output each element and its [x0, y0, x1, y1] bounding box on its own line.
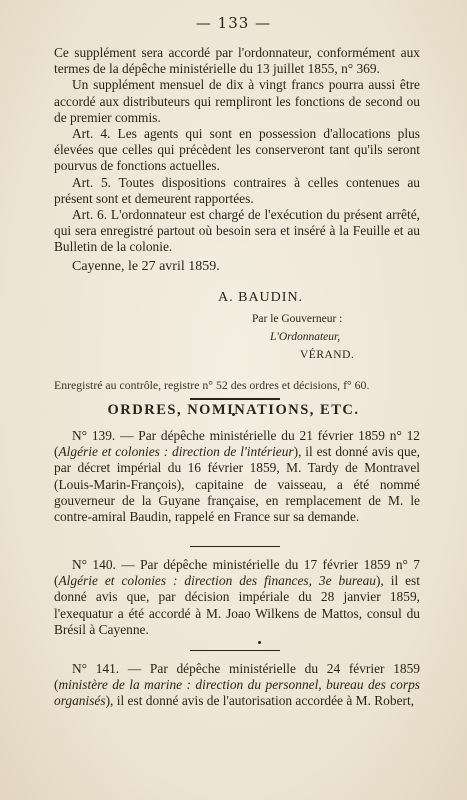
entry-text: ), il est donné avis de l'autorisation accordée à M. Robert, — [105, 693, 415, 709]
divider-rule — [190, 546, 280, 547]
entry-text: — Par dépêche ministérielle du 24 février 1859 ( — [54, 661, 420, 693]
article-4: Art. 4. Les agents qui sont en possession d'allocations plus élevées que celles qui précèdent les conserveront tant qu'ils seront pourvus de fonctions actuelles. — [54, 126, 420, 174]
entry-italic: ministère de la marine : direction du personnel, bureau des corps organisés — [54, 677, 420, 709]
entry-number: N° 141. — [72, 661, 120, 676]
entry-139 — [54, 428, 420, 525]
entry-text: ), il est donné avis que, par décret impérial du 16 février 1859, M. Tardy de Montravel (Louis-Marin-François), capitaine de vaisseau, a été nommé gouverneur de la Guyane française, en remplacement de M. le contre-amiral Baudin, rappelé en France sur sa demande. — [54, 444, 420, 525]
paragraph: Un supplément mensuel de dix à vingt francs pourra aussi être accordé aux distributeurs qui rempliront les fonctions de second ou de premier commis. — [54, 77, 420, 125]
decree-body — [54, 45, 420, 275]
entry-italic: Algérie et colonies : direction des finances, 3e bureau — [58, 573, 376, 589]
entry-text: ), il est donné avis que, par décision impériale du 28 janvier 1859, l'exequatur a été accordé à M. Joao Wilkens de Mattos, consul du Brésil à Cayenne. — [54, 573, 420, 637]
entry-141 — [54, 661, 420, 710]
place-date: Cayenne, le 27 avril 1859. — [72, 258, 220, 274]
article-6: Art. 6. L'ordonnateur est chargé de l'exécution du présent arrêté, qui sera enregistré partout où besoin sera et inséré à la Feuille et au Bulletin de la colonie. — [54, 207, 420, 255]
entry-italic: Algérie et colonies : direction de l'intérieur — [58, 444, 294, 460]
signature-role: L'Ordonnateur, — [270, 331, 341, 343]
signature-by: Par le Gouverneur : — [252, 313, 343, 325]
entry-text: — Par dépêche ministérielle du 21 février 1859 n° 12 ( — [54, 428, 420, 460]
section-heading: ORDRES, NOMINATIONS, ETC. — [107, 402, 360, 418]
ornament-rule — [190, 398, 280, 400]
registry-note: Enregistré au contrôle, registre n° 52 des ordres et décisions, f° 60. — [54, 378, 370, 392]
paragraph: Ce supplément sera accordé par l'ordonnateur, conformément aux termes de la dépêche ministérielle du 13 juillet 1855, n° 369. — [54, 45, 420, 77]
signature-name: A. BAUDIN. — [218, 290, 304, 305]
article-5: Art. 5. Toutes dispositions contraires à celles contenues au présent sont et demeurent rapportées. — [54, 174, 420, 206]
page-number: — 133 — — [195, 14, 272, 32]
entry-text: — Par dépêche ministérielle du 17 février 1859 n° 7 ( — [54, 557, 420, 589]
divider-rule — [190, 650, 280, 651]
entry-number: N° 139. — [72, 428, 116, 443]
entry-140 — [54, 557, 420, 638]
entry-number: N° 140. — [72, 557, 116, 572]
ornament-dot — [258, 641, 261, 644]
countersignature: VÉRAND. — [300, 349, 355, 361]
